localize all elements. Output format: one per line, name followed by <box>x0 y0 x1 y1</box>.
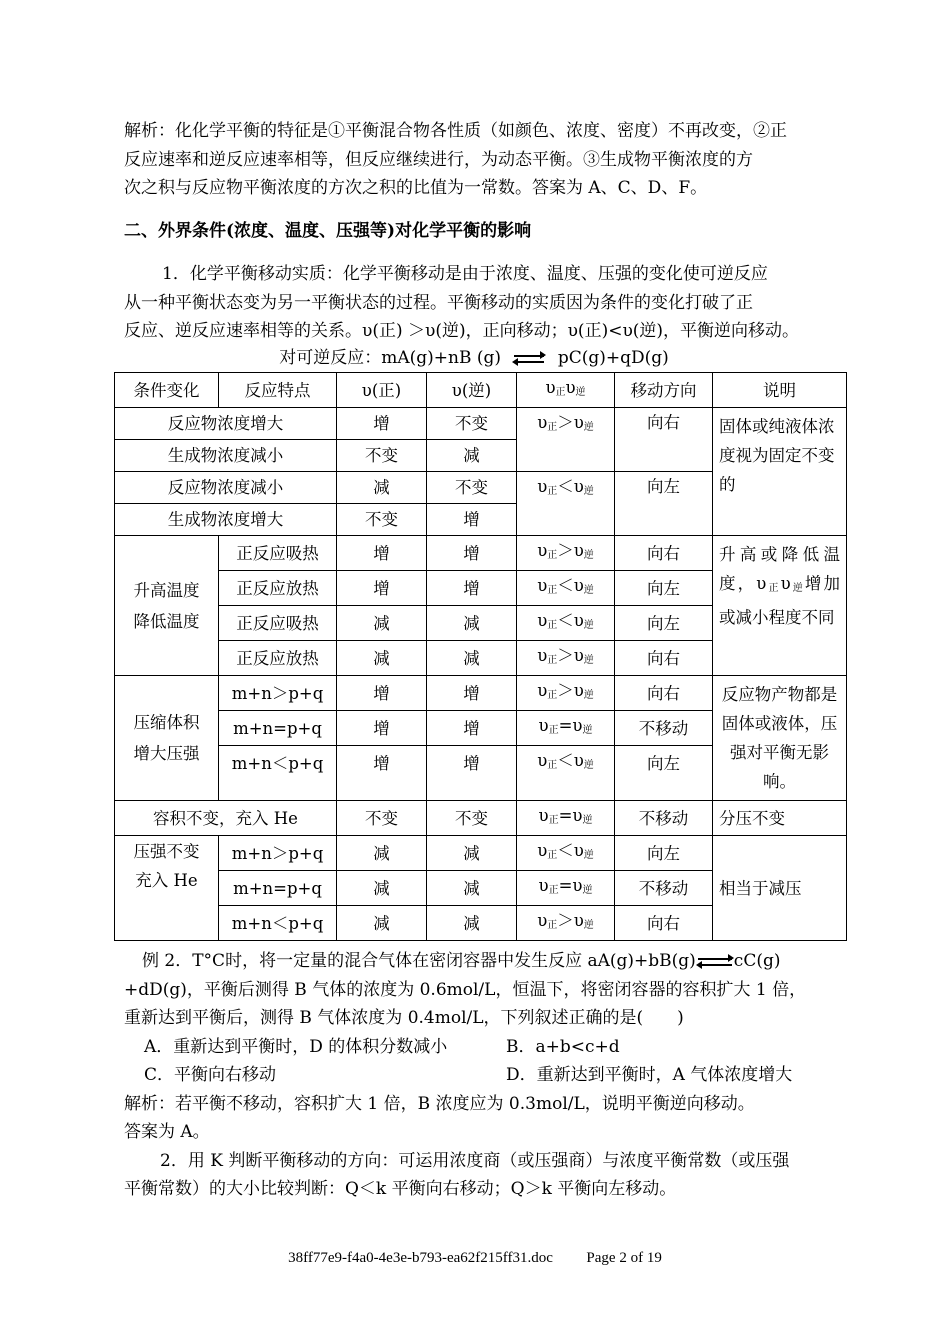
direction-cell: 向右 <box>615 906 713 941</box>
option-a: A．重新达到平衡时，D 的体积分数减小 <box>144 1037 448 1057</box>
v-forward-cell: 增 <box>337 536 427 571</box>
v-forward-cell: 增 <box>337 711 427 746</box>
reaction-left: 对可逆反应：mA(g)+nB (g) <box>279 348 501 368</box>
direction-cell: 不移动 <box>615 711 713 746</box>
rate-compare-cell: $\upsilon_正<\upsilon_逆$ <box>517 746 615 781</box>
equilibrium-table <box>114 372 847 941</box>
analysis-line-2: 反应速率和逆反应速率相等，但反应继续进行，为动态平衡。③生成物平衡浓度的方 <box>124 150 753 170</box>
v-reverse-cell: 增 <box>427 746 517 781</box>
example-2-line-2: +dD(g)，平衡后测得 B 气体的浓度为 0.6mol/L，恒温下，将密闭容器的容积扩大 1 倍， <box>124 980 807 1000</box>
option-d: D．重新达到平衡时，A 气体浓度增大 <box>506 1065 793 1085</box>
condition-cell: 生成物浓度增大 <box>115 504 337 536</box>
note-cell: 反应物产物都是固体或液体，压强对平衡无影响。 <box>713 676 847 801</box>
feature-cell: m+n=p+q <box>219 871 337 906</box>
v-forward-cell: 增 <box>337 408 427 440</box>
example-2-analysis-line-2: 答案为 A。 <box>124 1122 210 1142</box>
note-cell: 相当于减压 <box>713 836 847 941</box>
rate-compare-cell: $\upsilon_正<\upsilon_逆$ <box>517 571 615 606</box>
v-reverse-cell: 减 <box>427 606 517 641</box>
v-forward-cell: 减 <box>337 906 427 941</box>
note-cell: 升高或降低温度，$\upsilon_正\upsilon_逆$增加或减小程度不同 <box>713 536 847 676</box>
page-footer <box>0 1250 950 1267</box>
table-row <box>115 836 847 871</box>
analysis-line-3: 次之积与反应物平衡浓度的方次之积的比值为一常数。答案为 A、C、D、F。 <box>124 178 708 198</box>
feature-cell: 正反应放热 <box>219 641 337 676</box>
v-reverse-cell: 不变 <box>427 472 517 504</box>
condition-cell: 压缩体积 增大压强 <box>115 676 219 801</box>
v-forward-cell: 不变 <box>337 801 427 836</box>
equilibrium-arrow-icon <box>514 352 544 366</box>
direction-cell: 向右 <box>615 536 713 571</box>
paragraph-1-line-3: 反应、逆反应速率相等的关系。υ(正) ＞υ(逆)，正向移动；υ(正)<υ(逆)，平衡逆向移动。 <box>124 321 800 341</box>
example-2-line-1: 例 2．T°C时，将一定量的混合气体在密闭容器中发生反应 aA(g)+bB(g) cC(g) <box>142 951 781 971</box>
rate-compare-cell: $\upsilon_正>\upsilon_逆$ <box>517 641 615 676</box>
reaction-right: pC(g)+qD(g) <box>557 348 669 368</box>
v-reverse-cell: 减 <box>427 906 517 941</box>
direction-cell: 向左 <box>615 746 713 781</box>
v-reverse-cell: 减 <box>427 440 517 472</box>
rate-compare-cell: $\upsilon_正=\upsilon_逆$ <box>517 711 615 746</box>
footer-page-number: Page 2 of 19 <box>586 1250 662 1266</box>
example-2-line-3: 重新达到平衡后，测得 B 气体浓度为 0.4mol/L，下列叙述正确的是( ) <box>124 1008 684 1028</box>
feature-cell: 正反应放热 <box>219 571 337 606</box>
direction-cell: 不移动 <box>615 801 713 836</box>
v-forward-cell: 减 <box>337 641 427 676</box>
header-cell: υ(正) <box>337 373 427 408</box>
v-forward-cell: 减 <box>337 836 427 871</box>
condition-cell: 升高温度 降低温度 <box>115 536 219 676</box>
header-cell: 说明 <box>713 373 847 408</box>
condition-cell: 容积不变，充入 He <box>115 801 337 836</box>
rate-compare-cell: $\upsilon_正=\upsilon_逆$ <box>517 871 615 906</box>
rate-compare-cell: $\upsilon_正<\upsilon_逆$ <box>517 836 615 871</box>
v-reverse-cell: 增 <box>427 536 517 571</box>
direction-cell: 向左 <box>615 472 713 536</box>
v-reverse-cell: 减 <box>427 836 517 871</box>
header-cell: 反应特点 <box>219 373 337 408</box>
feature-cell: m+n=p+q <box>219 711 337 746</box>
option-b: B．a+b<c+d <box>506 1037 620 1057</box>
header-cell: $\upsilon_正\upsilon_逆$ <box>517 373 615 408</box>
condition-cell: 生成物浓度减小 <box>115 440 337 472</box>
rate-compare-cell: $\upsilon_正>\upsilon_逆$ <box>517 536 615 571</box>
reaction-equation <box>124 347 824 369</box>
analysis-line-1: 解析：化化学平衡的特征是①平衡混合物各性质（如颜色、浓度、密度）不再改变，②正 <box>124 121 787 141</box>
direction-cell: 向右 <box>615 408 713 472</box>
feature-cell: m+n＜p+q <box>219 746 337 781</box>
rate-compare-cell: $\upsilon_正>\upsilon_逆$ <box>517 408 615 472</box>
v-forward-cell: 不变 <box>337 440 427 472</box>
v-forward-cell: 增 <box>337 676 427 711</box>
example-2-analysis-line-1: 解析：若平衡不移动，容积扩大 1 倍，B 浓度应为 0.3mol/L，说明平衡逆向移动。 <box>124 1094 755 1114</box>
note-cell: 分压不变 <box>713 801 847 836</box>
feature-cell: m+n＜p+q <box>219 906 337 941</box>
header-cell: 条件变化 <box>115 373 219 408</box>
paragraph-1-line-1: 1．化学平衡移动实质：化学平衡移动是由于浓度、温度、压强的变化使可逆反应 <box>162 264 768 284</box>
note-cell: 固体或纯液体浓度视为固定不变的 <box>713 408 847 536</box>
feature-cell: m+n＞p+q <box>219 836 337 871</box>
condition-cell: 压强不变 充入 He <box>115 836 219 941</box>
direction-cell: 向右 <box>615 641 713 676</box>
v-reverse-cell: 不变 <box>427 801 517 836</box>
v-reverse-cell: 不变 <box>427 408 517 440</box>
rate-compare-cell: $\upsilon_正>\upsilon_逆$ <box>517 906 615 941</box>
section-heading: 二、外界条件(浓度、温度、压强等)对化学平衡的影响 <box>124 221 532 241</box>
rate-compare-cell: $\upsilon_正=\upsilon_逆$ <box>517 801 615 836</box>
feature-cell: 正反应吸热 <box>219 536 337 571</box>
option-c: C．平衡向右移动 <box>144 1065 277 1085</box>
v-reverse-cell: 减 <box>427 871 517 906</box>
feature-cell: 正反应吸热 <box>219 606 337 641</box>
feature-cell: m+n＞p+q <box>219 676 337 711</box>
direction-cell: 向右 <box>615 676 713 711</box>
paragraph-1-line-2: 从一种平衡状态变为另一平衡状态的过程。平衡移动的实质因为条件的变化打破了正 <box>124 293 753 313</box>
v-reverse-cell: 增 <box>427 571 517 606</box>
v-reverse-cell: 增 <box>427 504 517 536</box>
v-forward-cell: 不变 <box>337 504 427 536</box>
header-cell: υ(逆) <box>427 373 517 408</box>
paragraph-2-line-2: 平衡常数）的大小比较判断：Q＜k 平衡向右移动；Q＞k 平衡向左移动。 <box>124 1179 677 1199</box>
rate-compare-cell: $\upsilon_正<\upsilon_逆$ <box>517 606 615 641</box>
v-reverse-cell: 增 <box>427 711 517 746</box>
condition-cell: 反应物浓度减小 <box>115 472 337 504</box>
table-row <box>115 536 847 571</box>
table-row <box>115 408 847 440</box>
v-reverse-cell: 增 <box>427 676 517 711</box>
table-row <box>115 676 847 711</box>
direction-cell: 向左 <box>615 606 713 641</box>
header-cell: 移动方向 <box>615 373 713 408</box>
v-forward-cell: 减 <box>337 871 427 906</box>
table-header-row <box>115 373 847 408</box>
paragraph-2-line-1: 2．用 K 判断平衡移动的方向：可运用浓度商（或压强商）与浓度平衡常数（或压强 <box>160 1151 790 1171</box>
direction-cell: 向左 <box>615 836 713 871</box>
condition-cell: 反应物浓度增大 <box>115 408 337 440</box>
v-forward-cell: 增 <box>337 571 427 606</box>
table-row <box>115 801 847 836</box>
v-reverse-cell: 减 <box>427 641 517 676</box>
direction-cell: 向左 <box>615 571 713 606</box>
footer-filename: 38ff77e9-f4a0-4e3e-b793-ea62f215ff31.doc <box>288 1250 553 1266</box>
rate-compare-cell: $\upsilon_正<\upsilon_逆$ <box>517 472 615 536</box>
v-forward-cell: 增 <box>337 746 427 781</box>
rate-compare-cell: $\upsilon_正>\upsilon_逆$ <box>517 676 615 711</box>
equilibrium-arrow-icon <box>698 955 732 969</box>
direction-cell: 不移动 <box>615 871 713 906</box>
v-forward-cell: 减 <box>337 606 427 641</box>
v-forward-cell: 减 <box>337 472 427 504</box>
